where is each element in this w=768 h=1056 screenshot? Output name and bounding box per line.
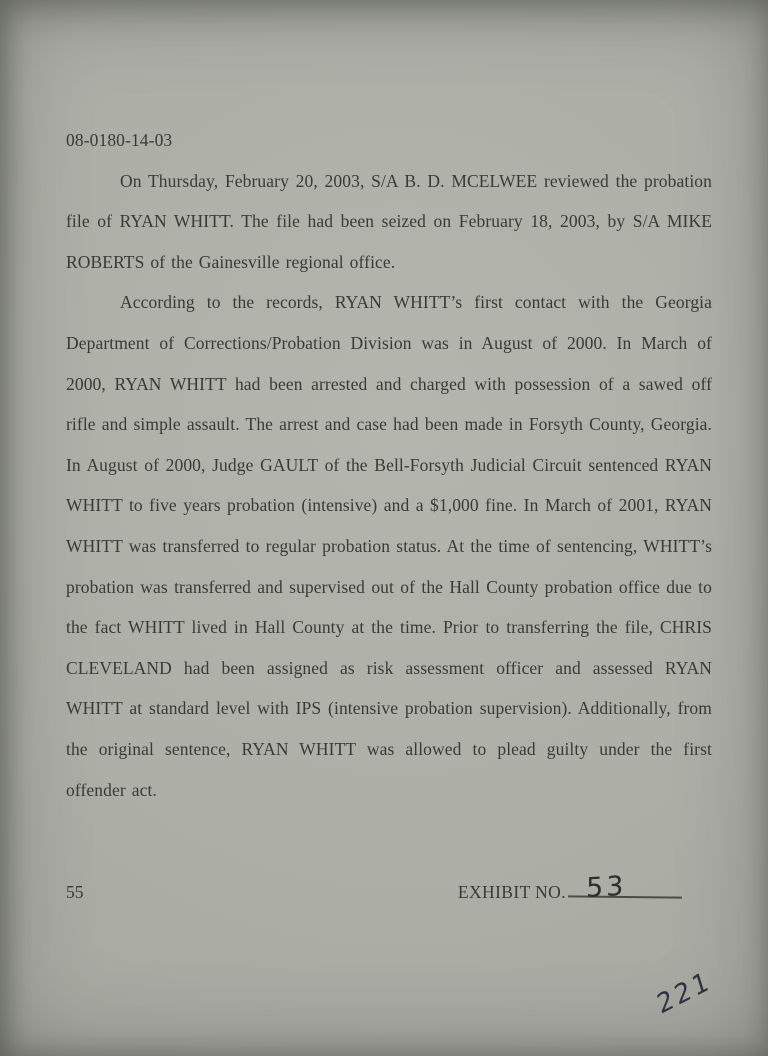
exhibit-stamp [457,870,682,905]
paragraph-1: On Thursday, February 20, 2003, S/A B. D. MCELWEE reviewed the probation file of RYAN WHITT. The file had been seized on February 18, 2003, by S/A MIKE ROBERTS of the Gainesville regional office. [66,170,712,272]
paragraph-2: According to the records, RYAN WHITT’s first contact with the Georgia Department of Corrections/Probation Division was in August of 2000. In March of 2000, RYAN WHITT had been arrested and charged with possession of a sawed off rifle and simple assault. The arrest and case had been made in Forsyth County, Georgia. In August of 2000, Judge GAULT of the Bell-Forsyth Judicial Circuit sentenced RYAN WHITT to five years probation (intensive) and a $1,000 fine. In March of 2001, RYAN WHITT was transferred to regular probation status. At the time of sentencing, WHITT’s probation was transferred and supervised out of the Hall County probation office due to the fact WHITT lived in Hall County at the time. Prior to transferring the file, CHRIS CLEVELAND had been assigned as risk assessment officer and assessed RYAN WHITT at standard level with IPS (intensive probation supervision). Additionally, from the original sentence, RYAN WHITT was allowed to plead guilty under the first offender act. [66,292,712,800]
corner-handwritten-number: 221 [653,965,715,1021]
exhibit-underline [568,870,682,905]
exhibit-label: EXHIBIT NO. [457,882,566,902]
case-number: 08-0180-14-03 [66,130,173,150]
exhibit-number-handwritten: 53 [585,870,627,905]
page-number: 55 [66,882,84,902]
page-footer [66,870,714,905]
document-body [66,120,712,810]
